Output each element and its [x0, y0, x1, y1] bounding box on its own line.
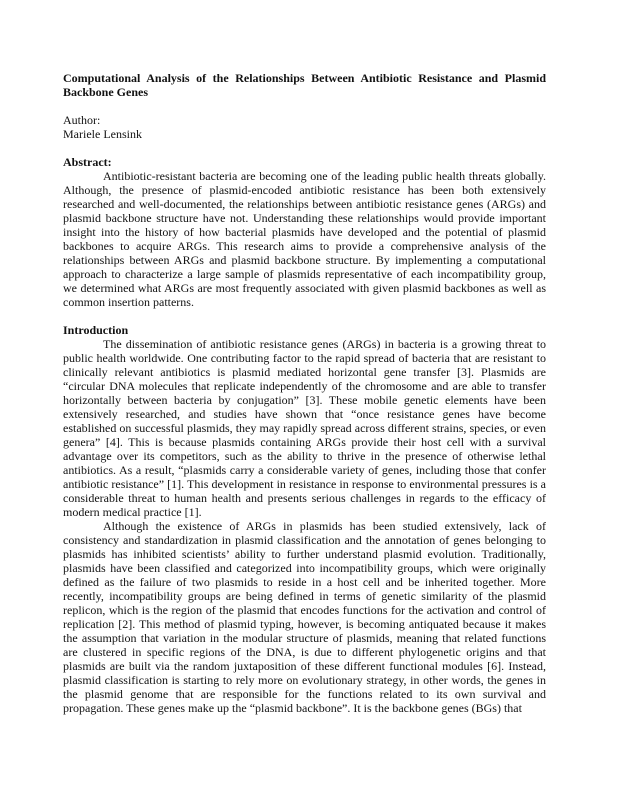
paper-title — [63, 71, 546, 99]
paper-title-line-1: Computational Analysis of the Relationships Between Antibiotic Resistance and Plasmid — [63, 71, 546, 85]
introduction-heading: Introduction — [63, 323, 129, 337]
author-name: Mariele Lensink — [63, 127, 142, 141]
author-block — [63, 113, 546, 141]
paper-title-line-2: Backbone Genes — [63, 85, 149, 99]
abstract-paragraph: Antibiotic-resistant bacteria are becoming one of the leading public health threats globally. Although, the presence of plasmid-encoded antibiotic resistance has been both extensively researched and well-documented, the relationships between antibiotic resistance genes (ARGs) and plasmid backbone structure have not. Understanding these relationships would provide important insight into the history of how bacterial plasmids have developed and the potential of plasmid backbones to acquire ARGs. This research aims to provide a comprehensive analysis of the relationships between ARGs and plasmid backbone structure. By implementing a computational approach to characterize a large sample of plasmids representative of each incompatibility group, we determined what ARGs are most frequently associated with given plasmid backbones as well as common insertion patterns. — [63, 169, 546, 309]
author-label: Author: — [63, 113, 101, 127]
introduction-paragraph-2: Although the existence of ARGs in plasmids has been studied extensively, lack of consistency and standardization in plasmid classification and the annotation of genes belonging to plasmids has inhibited scientists’ ability to further understand plasmid evolution. Traditionally, plasmids have been classified and categorized into incompatibility groups, which were originally defined as the failure of two plasmids to reside in a host cell and be inherited together. More recently, incompatibility groups are being defined in terms of genetic similarity of the plasmid replicon, which is the region of the plasmid that encodes functions for the activation and control of replication [2]. This method of plasmid typing, however, is becoming antiquated because it makes the assumption that variation in the modular structure of plasmids, meaning that related functions are clustered in specific regions of the DNA, is due to different phylogenetic origins and that plasmids are built via the random juxtaposition of these different functional modules [6]. Instead, plasmid classification is starting to rely more on evolutionary strategy, in other words, the genes in the plasmid genome that are responsible for the functions related to its own survival and propagation. These genes make up the “plasmid backbone”. It is the backbone genes (BGs) that — [63, 519, 546, 715]
introduction-paragraph-1: The dissemination of antibiotic resistance genes (ARGs) in bacteria is a growing threat to public health worldwide. One contributing factor to the rapid spread of bacteria that are resistant to clinically relevant antibiotics is plasmid mediated horizontal gene transfer [3]. Plasmids are “circular DNA molecules that replicate independently of the chromosome and are able to transfer horizontally between bacteria by conjugation” [3]. These mobile genetic elements have been extensively researched, and studies have shown that “once resistance genes have become established on successful plasmids, they may rapidly spread across different strains, species, or even genera” [4]. This is because plasmids containing ARGs provide their host cell with a survival advantage over its competitors, such as the ability to thrive in the presence of otherwise lethal antibiotics. As a result, “plasmids carry a considerable variety of genes, including those that confer antibiotic resistance” [1]. This development in resistance in response to environmental pressures is a considerable threat to human health and presents serious challenges in regards to the efficacy of modern medical practice [1]. — [63, 337, 546, 519]
page-content — [63, 71, 546, 715]
abstract-heading: Abstract: — [63, 155, 112, 169]
